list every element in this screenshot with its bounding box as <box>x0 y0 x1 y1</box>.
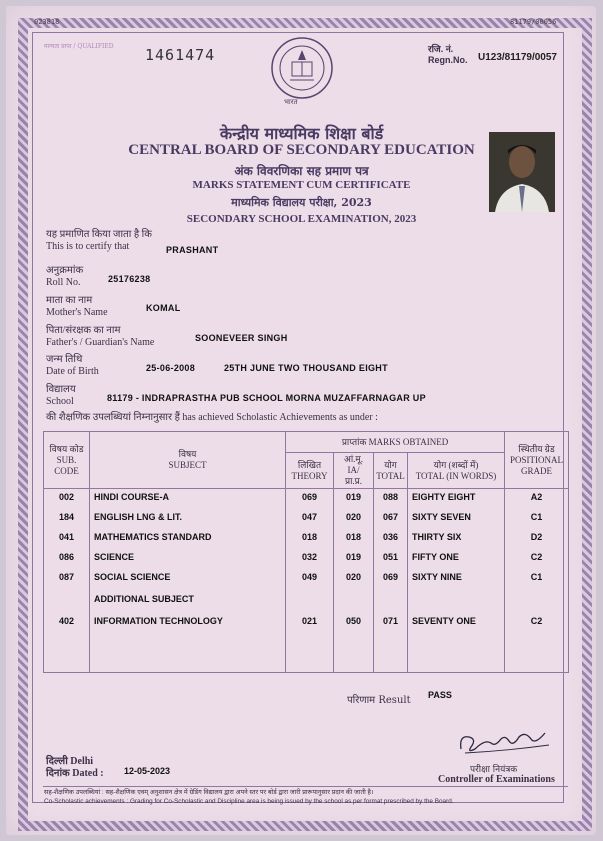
regn-label-hindi: रजि. नं. <box>428 44 454 54</box>
cell-subject: INFORMATION TECHNOLOGY <box>90 613 286 673</box>
table-row <box>44 489 569 509</box>
student-name: PRASHANT <box>166 245 219 255</box>
cell-ia: 018 <box>334 529 374 549</box>
cell-ia: 019 <box>334 549 374 569</box>
father-name: SOONEVEER SINGH <box>195 333 288 343</box>
father-label <box>46 325 154 349</box>
col-theory-eng: THEORY <box>291 470 328 481</box>
cell-empty <box>374 591 408 613</box>
school-label-hindi: विद्यालय <box>46 384 76 395</box>
table-row-additional-label <box>44 591 569 613</box>
cell-code: 041 <box>44 529 90 549</box>
marks-table <box>43 431 569 673</box>
controller-title: Controller of Examinations <box>438 774 555 785</box>
cell-words: SIXTY NINE <box>408 569 505 591</box>
board-name-hindi: केन्द्रीय माध्यमिक शिक्षा बोर्ड <box>219 124 384 143</box>
table-row <box>44 509 569 529</box>
cell-total: 051 <box>374 549 408 569</box>
emblem-caption: भारत <box>284 98 298 106</box>
table-header-row <box>44 432 569 453</box>
cbse-emblem-icon <box>270 36 334 100</box>
cell-total: 088 <box>374 489 408 509</box>
certify-label-hindi: यह प्रमाणित किया जाता है कि <box>46 229 152 240</box>
dob-label <box>46 354 99 378</box>
cell-code: 002 <box>44 489 90 509</box>
col-grade-hindi: स्थितीय ग्रेड <box>518 443 555 454</box>
result-label-eng: Result <box>378 695 411 706</box>
dated-hindi: दिनांक <box>46 768 70 779</box>
father-label-eng: Father's / Guardian's Name <box>46 337 155 348</box>
exam-name: SECONDARY SCHOOL EXAMINATION, 2023 <box>186 213 417 225</box>
col-words-hindi: योग (शब्दों में) <box>433 459 479 470</box>
roll-label-hindi: अनुक्रमांक <box>46 265 84 276</box>
serial-number: 1461474 <box>145 46 216 64</box>
co-scholastic-note-eng: Co-Scholastic achievements : Grading for Co-Scholastic and Discipline area is being issued by the school as per format prescribed by the Board. <box>44 798 454 805</box>
dated-eng: Dated : <box>72 768 104 779</box>
cell-code: 184 <box>44 509 90 529</box>
col-pr-hindi: प्रा.प्र. <box>344 476 363 486</box>
cell-ia: 020 <box>334 569 374 591</box>
cell-empty <box>44 591 90 613</box>
father-label-hindi: पिता/संरक्षक का नाम <box>46 325 121 336</box>
cell-words: EIGHTY EIGHT <box>408 489 505 509</box>
co-scholastic-note-hindi: सह-शैक्षणिक उपलब्धियां : सह-शैक्षणिक एवम् अनुशासन क्षेत्र में ग्रेडिंग विद्यालय द्वारा अपने स्तर पर बोर्ड द्वारा जारी प्रारूपानुसार प्रदान की जाती है। <box>44 789 374 796</box>
roll-label <box>46 265 83 289</box>
col-ia-hindi: आं.मू. <box>343 454 364 464</box>
school-label-eng: School <box>46 396 74 407</box>
col-subject-hindi: विषय <box>178 449 197 459</box>
certify-label <box>46 229 152 253</box>
cell-theory: 069 <box>286 489 334 509</box>
cell-ia: 019 <box>334 489 374 509</box>
cell-ia: 050 <box>334 613 374 673</box>
cell-words: THIRTY SIX <box>408 529 505 549</box>
footer-divider <box>43 786 568 787</box>
board-name: CENTRAL BOARD OF SECONDARY EDUCATION <box>128 142 475 158</box>
mother-label-eng: Mother's Name <box>46 307 108 318</box>
cell-words: SIXTY SEVEN <box>408 509 505 529</box>
col-theory-header <box>286 453 334 489</box>
additional-subject-label: ADDITIONAL SUBJECT <box>90 591 286 613</box>
col-marks-hindi: प्राप्तांक <box>341 436 367 447</box>
doc-title-hindi: अंक विवरणिका सह प्रमाण पत्र <box>234 164 369 178</box>
table-row <box>44 549 569 569</box>
doc-title: MARKS STATEMENT CUM CERTIFICATE <box>192 179 411 191</box>
mother-label <box>46 295 108 319</box>
place-hindi: दिल्ली <box>46 756 68 767</box>
mother-name: KOMAL <box>146 303 181 313</box>
cell-theory: 047 <box>286 509 334 529</box>
cell-grade: C1 <box>505 509 569 529</box>
place-and-date-label <box>46 756 104 780</box>
cell-subject: SCIENCE <box>90 549 286 569</box>
cell-total: 036 <box>374 529 408 549</box>
cell-grade: C2 <box>505 549 569 569</box>
result-label <box>347 692 411 706</box>
cell-empty <box>505 591 569 613</box>
cell-theory: 049 <box>286 569 334 591</box>
issue-date: 12-05-2023 <box>124 766 171 776</box>
cell-subject: HINDI COURSE-A <box>90 489 286 509</box>
col-marks-eng: MARKS OBTAINED <box>368 436 449 447</box>
cell-empty <box>286 591 334 613</box>
cell-subject: SOCIAL SCIENCE <box>90 569 286 591</box>
cell-theory: 021 <box>286 613 334 673</box>
cell-ia: 020 <box>334 509 374 529</box>
exam-name-hindi: माध्यमिक विद्यालय परीक्षा, 2023 <box>231 196 372 209</box>
place-eng: Delhi <box>70 756 94 767</box>
col-code-header <box>44 432 90 489</box>
certify-label-eng: This is to certify that <box>46 241 130 252</box>
regn-label <box>428 44 468 66</box>
cell-subject: ENGLISH LNG & LIT. <box>90 509 286 529</box>
achievements-intro-eng: has achieved Scholastic Achievements as under : <box>182 412 378 423</box>
table-row <box>44 529 569 549</box>
roll-number: 25176238 <box>108 274 151 284</box>
col-words-header <box>408 453 505 489</box>
col-marks-header <box>286 432 505 453</box>
regn-number: U123/81179/0057 <box>478 52 557 63</box>
cell-code: 087 <box>44 569 90 591</box>
co-scholastic-note <box>44 788 564 806</box>
col-ia-header <box>334 453 374 489</box>
achievements-intro <box>46 412 378 424</box>
cell-theory: 018 <box>286 529 334 549</box>
cell-grade: A2 <box>505 489 569 509</box>
cell-total: 071 <box>374 613 408 673</box>
col-theory-hindi: लिखित <box>297 459 322 470</box>
cell-subject: MATHEMATICS STANDARD <box>90 529 286 549</box>
faded-stamp: मान्यता प्राप्त / QUALIFIED <box>44 43 114 50</box>
col-subject-eng: SUBJECT <box>168 460 207 470</box>
cell-empty <box>408 591 505 613</box>
cell-words: SEVENTY ONE <box>408 613 505 673</box>
col-words-eng: TOTAL (IN WORDS) <box>415 470 497 481</box>
cell-theory: 032 <box>286 549 334 569</box>
col-total-eng: TOTAL <box>376 470 405 481</box>
school-label <box>46 384 76 408</box>
school-name: 81179 - INDRAPRASTHA PUB SCHOOL MORNA MUZAFFARNAGAR UP <box>107 393 426 403</box>
col-code-hindi: विषय कोड <box>49 443 84 454</box>
corner-number-left: 023818 <box>34 18 60 26</box>
cell-grade: D2 <box>505 529 569 549</box>
table-row <box>44 569 569 591</box>
col-ia-eng: IA/ <box>347 465 360 475</box>
col-total-hindi: योग <box>384 459 397 470</box>
cell-words: FIFTY ONE <box>408 549 505 569</box>
mother-label-hindi: माता का नाम <box>46 295 93 306</box>
roll-label-eng: Roll No. <box>46 277 81 288</box>
controller-signature-icon <box>455 725 555 759</box>
cell-code: 086 <box>44 549 90 569</box>
table-row-additional <box>44 613 569 673</box>
cell-total: 067 <box>374 509 408 529</box>
corner-number-right: 81179/00056 <box>510 18 557 26</box>
cell-grade: C2 <box>505 613 569 673</box>
result-value: PASS <box>428 690 452 700</box>
dob-label-hindi: जन्म तिथि <box>46 354 83 365</box>
col-grade-header <box>505 432 569 489</box>
dob-label-eng: Date of Birth <box>46 366 99 377</box>
col-grade-eng: POSITIONAL GRADE <box>510 454 564 476</box>
result-label-hindi: परिणाम <box>347 695 376 706</box>
regn-label-eng: Regn.No. <box>428 55 468 65</box>
cell-grade: C1 <box>505 569 569 591</box>
cell-total: 069 <box>374 569 408 591</box>
col-code-eng: SUB. CODE <box>54 454 79 476</box>
controller-title-hindi: परीक्षा नियंत्रक <box>470 765 518 775</box>
achievements-intro-hindi: की शैक्षणिक उपलब्धियां निम्नानुसार हैं <box>46 412 180 423</box>
col-total-header <box>374 453 408 489</box>
dob-words: 25TH JUNE TWO THOUSAND EIGHT <box>224 363 388 373</box>
cell-code: 402 <box>44 613 90 673</box>
cell-empty <box>334 591 374 613</box>
col-subject-header <box>90 432 286 489</box>
dob-value: 25-06-2008 <box>146 363 196 373</box>
